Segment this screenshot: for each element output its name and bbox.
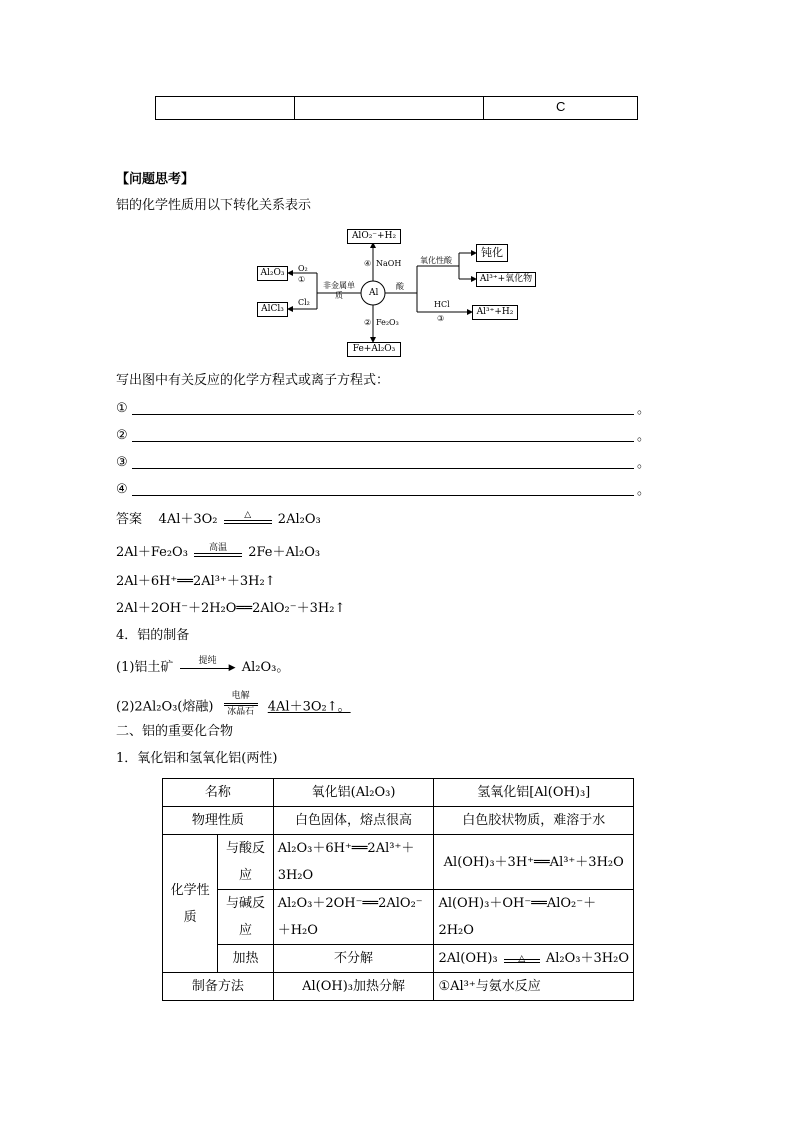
reagent-fe2o3: Fe₂O₃ bbox=[376, 318, 399, 327]
num-1: ① bbox=[298, 275, 306, 284]
eq2-condition: 高温 bbox=[209, 542, 228, 553]
prep1-right: Al₂O₃。 bbox=[241, 660, 290, 675]
table-row bbox=[163, 890, 634, 945]
blank-line-3[interactable] bbox=[132, 468, 634, 469]
base-oxide: Al₂O₃＋2OH⁻══2AlO₂⁻＋H₂O bbox=[273, 890, 434, 945]
reagent-hcl: HCl bbox=[434, 300, 450, 309]
row-acid: 与酸反应 bbox=[218, 835, 273, 890]
reagent-o2: O₂ bbox=[298, 264, 308, 273]
base-hydroxide: Al(OH)₃＋OH⁻══AlO₂⁻＋2H₂O bbox=[434, 890, 634, 945]
header-oxide: 氧化铝(Al₂O₃) bbox=[273, 779, 434, 807]
prep-step-1 bbox=[116, 655, 290, 676]
top-table bbox=[155, 96, 638, 120]
answer-eq4: 2Al＋2OH⁻＋2H₂O══2AlO₂⁻＋3H₂↑ bbox=[116, 601, 346, 616]
eq2-right: 2Fe＋Al₂O₃ bbox=[248, 545, 321, 560]
row-preparation: 制备方法 bbox=[163, 973, 274, 1001]
aluminum-reaction-diagram bbox=[252, 226, 552, 361]
section-2-heading: 二、铝的重要化合物 bbox=[116, 724, 234, 739]
row-base: 与碱反应 bbox=[218, 890, 273, 945]
section-header: 【问题思考】 bbox=[116, 172, 195, 187]
center-label: Al bbox=[369, 288, 379, 298]
top-table-cell-1 bbox=[156, 97, 295, 119]
reagent-cl2: Cl₂ bbox=[298, 298, 310, 307]
table-row bbox=[163, 973, 634, 1001]
prep2-left: (2)2Al₂O₃(熔融) bbox=[116, 699, 214, 715]
heat-condition: △ bbox=[518, 953, 526, 964]
num-3: ③ bbox=[437, 314, 445, 323]
prep1-arrow: 提纯 ▶ bbox=[180, 661, 236, 675]
header-name: 名称 bbox=[163, 779, 274, 807]
prep-step-2 bbox=[116, 691, 351, 720]
heat-hydroxide-right: Al₂O₃＋3H₂O bbox=[545, 951, 629, 966]
row-chemical: 化学性质 bbox=[163, 835, 218, 973]
box-passivation: 钝化 bbox=[476, 244, 508, 262]
row-heat: 加热 bbox=[218, 945, 273, 973]
blank-line-4[interactable] bbox=[132, 495, 634, 496]
eq2-left: 2Al＋Fe₂O₃ bbox=[116, 545, 188, 560]
reagent-naoh: NaOH bbox=[376, 259, 402, 268]
answer-eq2 bbox=[116, 542, 321, 561]
blank-end-4: 。 bbox=[637, 483, 651, 498]
answer-eq3: 2Al＋6H⁺══2Al³⁺＋3H₂↑ bbox=[116, 574, 276, 589]
prep1-condition: 提纯 bbox=[198, 655, 217, 666]
blank-label-1: ① bbox=[116, 401, 128, 416]
blank-end-3: 。 bbox=[637, 456, 651, 471]
table-row bbox=[163, 945, 634, 973]
prep-oxide: Al(OH)₃加热分解 bbox=[273, 973, 434, 1001]
box-fe-al2o3: Fe+Al₂O₃ bbox=[347, 342, 401, 357]
table-row bbox=[163, 807, 634, 835]
header-hydroxide: 氢氧化铝[Al(OH)₃] bbox=[434, 779, 634, 807]
prep2-arrow bbox=[224, 691, 258, 720]
prep-hydroxide: ①Al³⁺与氨水反应 bbox=[434, 973, 634, 1001]
prep-heading: 4．铝的制备 bbox=[116, 628, 190, 643]
prep1-left: (1)铝土矿 bbox=[116, 660, 174, 675]
subsection-1-heading: 1．氧化铝和氢氧化铝(两性) bbox=[116, 751, 278, 766]
answer-eq1 bbox=[116, 509, 321, 528]
box-alcl3: AlCl₃ bbox=[257, 302, 288, 317]
answer-label: 答案 bbox=[116, 512, 143, 527]
heat-hydroxide bbox=[434, 945, 634, 973]
blank-label-2: ② bbox=[116, 428, 128, 443]
box-al3-h2: Al³⁺+H₂ bbox=[472, 305, 518, 320]
top-table-cell-2 bbox=[294, 97, 484, 119]
blank-end-2: 。 bbox=[637, 429, 651, 444]
eq1-right: 2Al₂O₃ bbox=[277, 512, 321, 527]
box-aluminate-h2: AlO₂⁻+H₂ bbox=[347, 229, 401, 244]
properties-table bbox=[162, 778, 634, 1001]
top-table-cell-3: C bbox=[556, 99, 566, 114]
eq1-condition: △ bbox=[244, 509, 252, 520]
intro-line: 铝的化学性质用以下转化关系表示 bbox=[116, 198, 312, 213]
eq1-condition-arrow bbox=[224, 509, 272, 527]
heat-arrow bbox=[504, 952, 540, 966]
blank-line-2[interactable] bbox=[132, 441, 634, 442]
blank-label-4: ④ bbox=[116, 482, 128, 497]
prep2-condition-bottom: 冰晶石 bbox=[227, 707, 255, 717]
table-row bbox=[163, 835, 634, 890]
physical-oxide: 白色固体，熔点很高 bbox=[273, 807, 434, 835]
eq2-condition-arrow bbox=[194, 542, 242, 560]
branch-nonmetal: 非金属单质 bbox=[323, 281, 355, 300]
blank-label-3: ③ bbox=[116, 455, 128, 470]
heat-hydroxide-left: 2Al(OH)₃ bbox=[438, 951, 498, 966]
table-row bbox=[163, 779, 634, 807]
prep2-right: 4Al＋3O₂↑。 bbox=[267, 699, 351, 715]
blank-end-1: 。 bbox=[637, 402, 651, 417]
row-physical: 物理性质 bbox=[163, 807, 274, 835]
equation-prompt: 写出图中有关反应的化学方程式或离子方程式： bbox=[116, 373, 390, 388]
acid-oxide: Al₂O₃＋6H⁺══2Al³⁺＋3H₂O bbox=[273, 835, 434, 890]
num-2: ② bbox=[364, 318, 372, 327]
heat-oxide: 不分解 bbox=[273, 945, 434, 973]
acid-hydroxide: Al(OH)₃＋3H⁺══Al³⁺＋3H₂O bbox=[434, 835, 634, 890]
prep2-condition-top: 电解 bbox=[231, 691, 250, 701]
blank-line-1[interactable] bbox=[132, 414, 634, 415]
physical-hydroxide: 白色胶状物质，难溶于水 bbox=[434, 807, 634, 835]
branch-acid: 酸 bbox=[396, 282, 404, 291]
num-4: ④ bbox=[364, 259, 372, 268]
eq1-left: 4Al＋3O₂ bbox=[158, 512, 218, 527]
box-al3-oxide: Al³⁺+氧化物 bbox=[476, 272, 536, 287]
branch-oxidizing-acid: 氧化性酸 bbox=[420, 256, 452, 265]
box-al2o3: Al₂O₃ bbox=[257, 266, 288, 281]
